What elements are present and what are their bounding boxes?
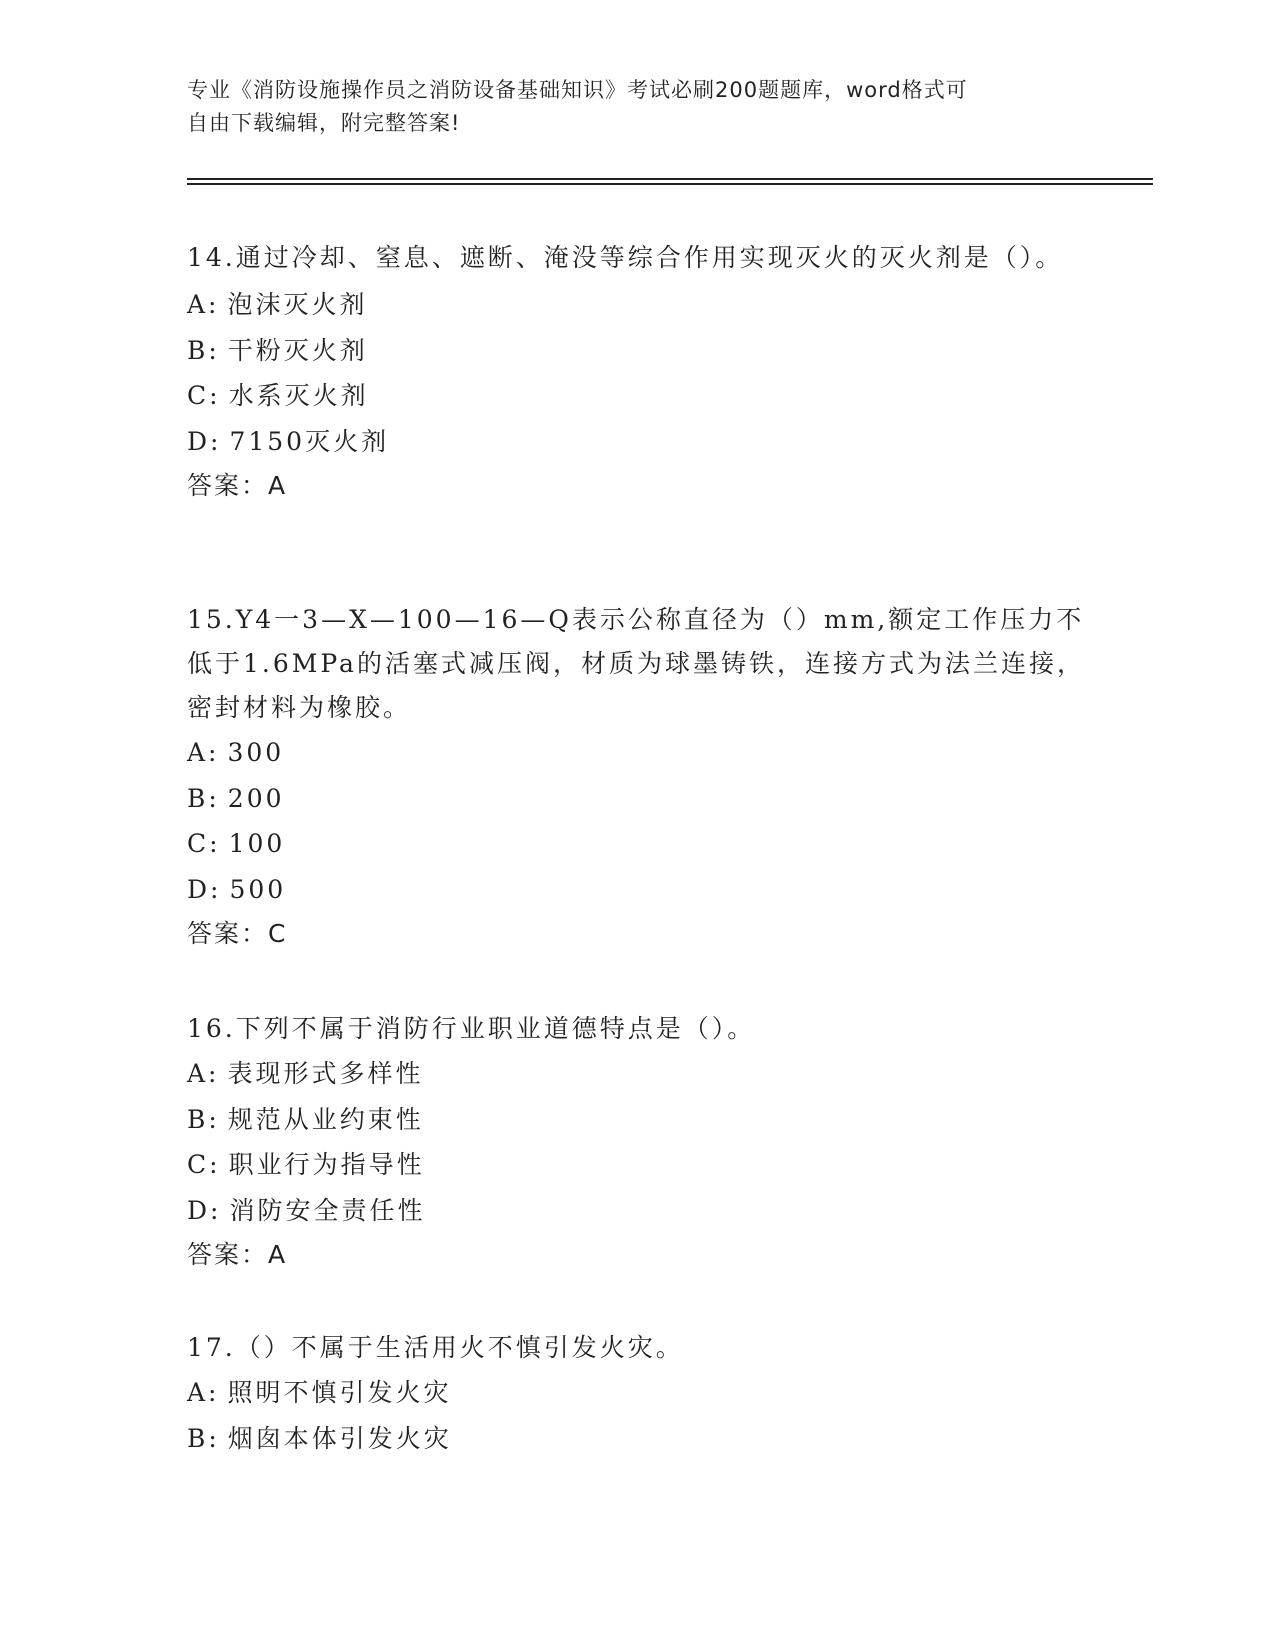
answer-value: A: [268, 471, 288, 500]
option-text: 水系灭火剂: [228, 381, 369, 410]
option-text: 表现形式多样性: [227, 1059, 424, 1088]
question-17: [187, 1326, 1087, 1461]
header-divider-top: [187, 178, 1153, 180]
question-stem: 14.通过冷却、窒息、遮断、淹没等综合作用实现灭火的灭火剂是（）。: [187, 243, 1064, 272]
header-line-2: 自由下载编辑，附完整答案!: [187, 111, 461, 135]
option-key: C:: [187, 829, 221, 858]
question-14: [187, 234, 1087, 508]
option-key: A:: [187, 1059, 220, 1088]
option-c: [187, 1142, 1087, 1188]
option-key: A:: [187, 738, 220, 767]
option-text: 泡沫灭火剂: [227, 290, 368, 319]
option-key: D:: [187, 426, 222, 456]
answer-line: [187, 464, 1087, 508]
option-text: 规范从业约束性: [227, 1104, 424, 1134]
option-c: [187, 821, 1087, 867]
option-d: [187, 867, 1087, 913]
option-key: B:: [187, 335, 220, 365]
option-b: [187, 328, 1087, 374]
option-a: [187, 730, 1087, 776]
question-stem: 15.Y4一3—X—100—16—Q表示公称直径为（）mm,额定工作压力不低于1.6MPa的活塞式减压阀，材质为球墨铸铁，连接方式为法兰连接，密封材料为橡胶。: [187, 605, 1085, 722]
option-text: 照明不慎引发火灾: [227, 1378, 452, 1407]
answer-value: C: [268, 919, 288, 948]
option-text: 500: [229, 874, 287, 904]
option-text: 200: [227, 783, 285, 813]
option-key: C:: [187, 1150, 221, 1179]
option-a: [187, 282, 1087, 328]
option-text: 300: [227, 738, 285, 767]
option-key: B:: [187, 1423, 220, 1453]
header-line-1: 专业《消防设施操作员之消防设备基础知识》考试必刷200题题库，word格式可: [187, 78, 968, 102]
option-key: D:: [187, 1195, 222, 1225]
question-stem: 17.（）不属于生活用火不慎引发火灾。: [187, 1333, 684, 1362]
answer-label: 答案：: [187, 919, 269, 948]
option-text: 100: [228, 829, 286, 858]
option-text: 7150灭火剂: [229, 426, 390, 456]
option-b: [187, 1097, 1087, 1143]
option-key: A:: [187, 290, 220, 319]
answer-line: [187, 1233, 1087, 1277]
option-text: 干粉灭火剂: [227, 335, 368, 365]
option-d: [187, 1188, 1087, 1234]
answer-label: 答案：: [187, 1240, 269, 1269]
option-d: [187, 419, 1087, 465]
option-a: [187, 1370, 1087, 1416]
question-16: [187, 1007, 1087, 1277]
question-15: [187, 598, 1087, 956]
document-header: [187, 74, 1087, 140]
option-text: 烟囱本体引发火灾: [227, 1423, 452, 1453]
option-key: D:: [187, 874, 222, 904]
option-b: [187, 776, 1087, 822]
option-key: C:: [187, 381, 221, 410]
option-b: [187, 1416, 1087, 1462]
option-key: B:: [187, 1104, 220, 1134]
option-key: B:: [187, 783, 220, 813]
answer-label: 答案：: [187, 471, 269, 500]
answer-value: A: [268, 1240, 288, 1269]
header-divider-bottom: [187, 183, 1153, 185]
answer-line: [187, 912, 1087, 956]
option-text: 职业行为指导性: [228, 1150, 425, 1179]
option-a: [187, 1051, 1087, 1097]
option-c: [187, 373, 1087, 419]
option-key: A:: [187, 1378, 220, 1407]
option-text: 消防安全责任性: [229, 1195, 426, 1225]
question-stem: 16.下列不属于消防行业职业道德特点是（）。: [187, 1014, 756, 1043]
